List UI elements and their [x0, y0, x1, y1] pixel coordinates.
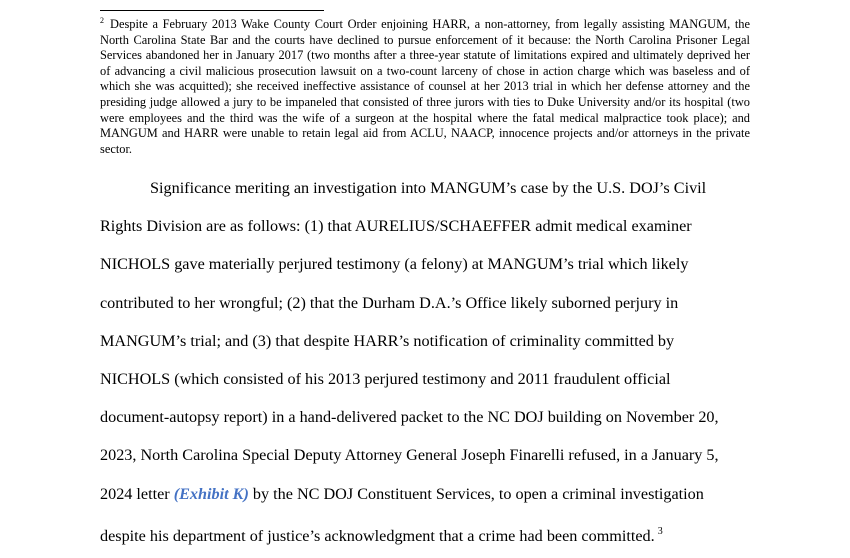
- body-paragraph: [100, 169, 750, 555]
- body-line-2: Rights Division are as follows: (1) that AURELIUS/SCHAEFFER admit medical examiner: [100, 217, 692, 236]
- body-line-1: Significance meriting an investigation into MANGUM’s case by the U.S. DOJ’s Civil: [150, 179, 707, 197]
- line10-text: despite his department of justice’s acknowledgment that a crime had been committed.: [100, 526, 655, 545]
- line9-before: 2024 letter: [100, 484, 174, 503]
- footnote-number: 2: [100, 16, 104, 25]
- body-line-9: [100, 475, 750, 513]
- footnote-ref-3[interactable]: 3: [657, 525, 663, 537]
- exhibit-k-link[interactable]: (Exhibit K): [173, 484, 249, 503]
- body-line-8: 2023, North Carolina Special Deputy Attorney General Joseph Finarelli refused, in a January 5,: [100, 446, 719, 465]
- body-line-10: [100, 513, 750, 555]
- footnote-separator: [100, 10, 324, 11]
- footnote-2: [100, 13, 750, 157]
- body-line-5: MANGUM’s trial; and (3) that despite HARR’s notification of criminality committed by: [100, 331, 675, 350]
- footnote-text: Despite a February 2013 Wake County Court Order enjoining HARR, a non-attorney, from legally assisting MANGUM, the North Carolina State Bar and the courts have declined to pursue enforcement of it because: the North Carolina Prisoner Legal Services abandoned her in January 2017 (two months after a three-year statute of limitations expired and ultimately deprived her of advancing a civil malicious prosecution lawsuit on a two-count larceny of chose in action charge which was baseless and of which she was acquitted); she received ineffective assistance of counsel at her 2013 trial in which her defense attorney and the presiding judge allowed a jury to be impaneled that consisted of three jurors with ties to Duke University and/or its hospital (two were employees and the third was the wife of a surgeon at the hospital where the fatal medical malpractice took place); and MANGUM and HARR were unable to retain legal aid from ACLU, NAACP, innocence projects and/or attorneys in the private sector.: [100, 17, 750, 156]
- body-line-6: NICHOLS (which consisted of his 2013 perjured testimony and 2011 fraudulent official: [100, 370, 671, 389]
- body-line-4: contributed to her wrongful; (2) that the Durham D.A.’s Office likely suborned perjury in: [100, 293, 679, 312]
- body-line-7: document-autopsy report) in a hand-delivered packet to the NC DOJ building on November 20,: [100, 408, 719, 427]
- body-line-3: NICHOLS gave materially perjured testimony (a felony) at MANGUM’s trial which likely: [100, 255, 689, 274]
- line9-after: by the NC DOJ Constituent Services, to open a criminal investigation: [248, 484, 704, 503]
